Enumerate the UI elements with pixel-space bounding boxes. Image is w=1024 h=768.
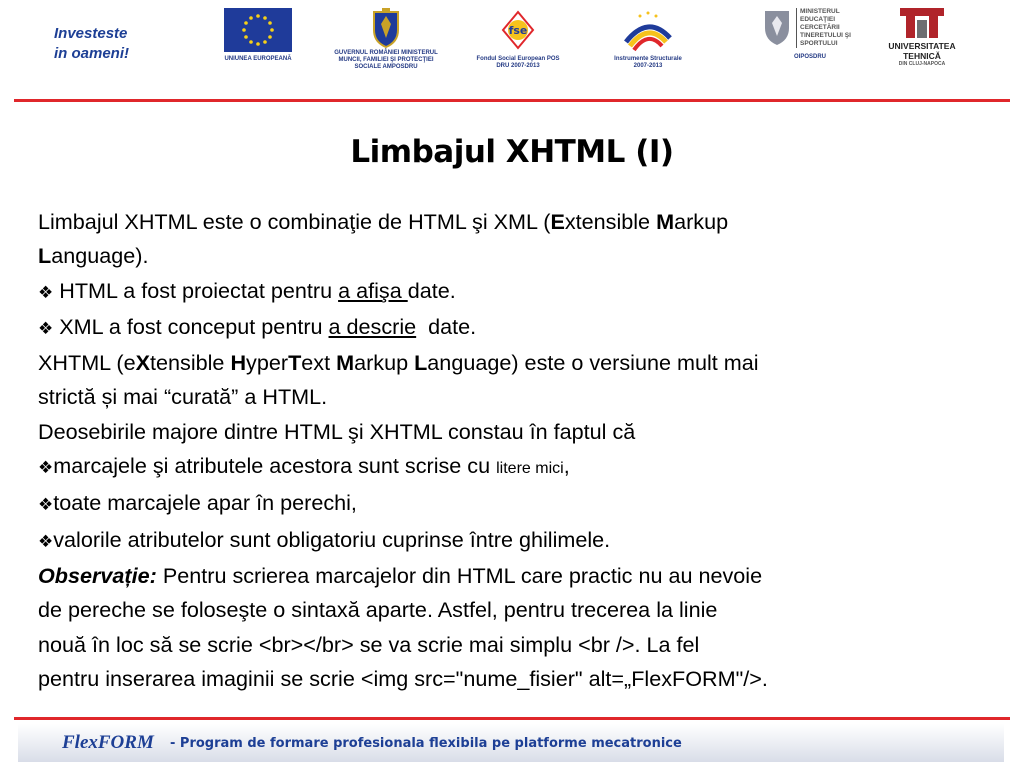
diamond-bullet-icon: ❖ bbox=[38, 318, 54, 339]
diamond-bullet-icon: ❖ bbox=[38, 458, 54, 479]
header-divider bbox=[14, 99, 1010, 102]
logo-caption: UNIVERSITATEA TEHNICĂ bbox=[888, 41, 956, 61]
logo-caption: Instrumente Structurale 2007-2013 bbox=[614, 56, 682, 69]
slogan: Investeste in oameni! bbox=[54, 25, 130, 62]
fse-logo bbox=[476, 8, 560, 70]
eu-flag-icon bbox=[224, 8, 292, 52]
observation-line: Observație: Pentru scrierea marcajelor din HTML care practic nu au nevoie bbox=[38, 562, 763, 588]
fse-logo-icon bbox=[493, 8, 543, 52]
text-line: Language). bbox=[38, 243, 149, 269]
structural-instruments-logo bbox=[606, 8, 690, 70]
page-title: Limbajul XHTML (I) bbox=[350, 134, 674, 170]
logo-caption: UNIUNEA EUROPEANĂ bbox=[224, 56, 292, 62]
slide-body bbox=[38, 205, 998, 696]
bullet-item: ❖ XML a fost conceput pentru a descrie date. bbox=[38, 313, 477, 339]
bullet-item: ❖ HTML a fost proiectat pentru a afişa date. bbox=[38, 277, 456, 303]
diamond-bullet-icon: ❖ bbox=[38, 495, 54, 516]
diamond-bullet-icon: ❖ bbox=[38, 282, 54, 303]
footer-divider bbox=[14, 717, 1010, 720]
observation-label: Observație: bbox=[38, 562, 157, 588]
text-line: pentru inserarea imaginii se scrie <img src="nume_fisier" alt=„FlexFORM"/>. bbox=[38, 665, 768, 691]
footer-brand: FlexFORM bbox=[62, 732, 154, 753]
bullet-item: ❖toate marcajele apar în perechi, bbox=[38, 490, 357, 516]
diamond-bullet-icon: ❖ bbox=[38, 531, 54, 552]
eu-logo bbox=[218, 8, 298, 63]
logo-caption: Fondul Social European POS DRU 2007-2013 bbox=[476, 56, 560, 69]
footer-text: - Program de formare profesionala flexibila pe platforme mecatronice bbox=[170, 736, 682, 751]
romanian-coat-of-arms-icon bbox=[371, 8, 401, 48]
bullet-item: ❖marcajele şi atributele acestora sunt scrise cu litere mici, bbox=[38, 453, 570, 479]
logo-caption: GUVERNUL ROMÂNIEI MINISTERUL MUNCII, FAMILIEI ŞI PROTECŢIEI SOCIALE AMPOSDRU bbox=[334, 50, 438, 70]
utcn-logo bbox=[872, 8, 972, 68]
logo-subcaption: OIPOSDRU bbox=[793, 54, 826, 60]
text-line: nouă în loc să se scrie <br></br> se va scrie mai simplu <br />. La fel bbox=[38, 631, 700, 657]
ministry-education-icon bbox=[763, 8, 791, 46]
text-line: de pereche se foloseşte o sintaxă aparte. Astfel, pentru trecerea la linie bbox=[38, 597, 718, 623]
utcn-logo-icon bbox=[900, 8, 944, 38]
text-line: Deosebirile majore dintre HTML şi XHTML constau în faptul că bbox=[38, 418, 636, 444]
structural-instruments-icon bbox=[620, 8, 676, 52]
text-line: strictă și mai “curată” a HTML. bbox=[38, 384, 328, 410]
logo-subcaption: DIN CLUJ-NAPOCA bbox=[898, 61, 946, 67]
header bbox=[0, 0, 1024, 100]
text-line: XHTML (eXtensible HyperText Markup Language) este o versiune mult mai bbox=[38, 350, 759, 376]
government-logo bbox=[334, 8, 438, 71]
svg-text:fse: fse bbox=[508, 24, 528, 37]
logo-caption: MINISTERUL EDUCAŢIEI CERCETĂRII TINERETULUI ŞI SPORTULUI bbox=[796, 8, 860, 48]
ministry-logo bbox=[760, 8, 860, 61]
text-line: Limbajul XHTML este o combinaţie de HTML şi XML (Extensible Markup bbox=[38, 209, 729, 234]
bullet-item: ❖valorile atributelor sunt obligatoriu cuprinse între ghilimele. bbox=[38, 526, 611, 552]
